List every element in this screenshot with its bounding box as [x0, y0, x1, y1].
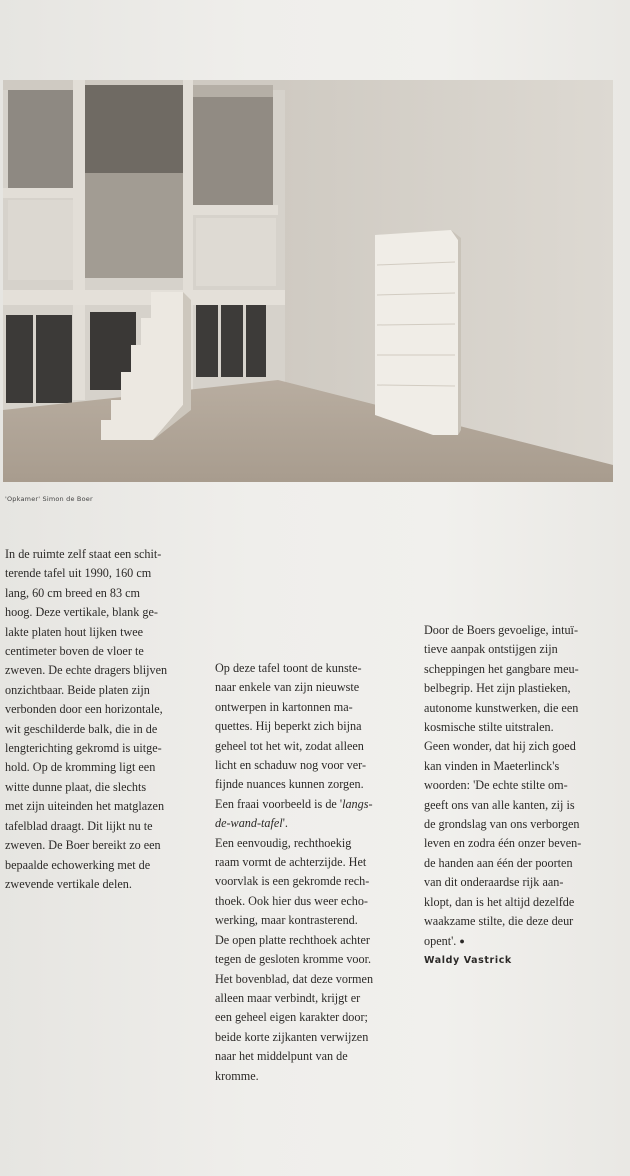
text-line: alleen maar verbindt, krijgt er	[215, 990, 361, 1005]
text-line: klopt, dan is het altijd dezelfde	[424, 894, 575, 909]
text-line	[215, 795, 410, 814]
text-line: scheppingen het gangbare meu-	[424, 661, 579, 676]
text-line: tieve aanpak ontstijgen zijn	[424, 642, 558, 657]
text-line: werking, maar kontrasterend.	[215, 913, 358, 928]
text-line: Door de Boers gevoelige, intuï-	[424, 623, 578, 637]
text-line: thoek. Ook hier dus weer echo-	[215, 893, 368, 908]
text-line: wit geschilderde balk, die in de	[5, 721, 158, 736]
text-line	[215, 814, 410, 833]
text-line: fijnde nuances kunnen zorgen.	[215, 777, 364, 792]
text-line: centimeter boven de vloer te	[5, 644, 144, 659]
text-line: bepaalde echowerking met de	[5, 857, 151, 872]
example-title-part-1: langs-	[342, 796, 373, 811]
article-column-2	[215, 659, 410, 1086]
example-prefix: Een fraai voorbeeld is de '	[215, 796, 343, 811]
text-line: naar het middelpunt van de	[215, 1049, 348, 1064]
text-line: leven en zodra één onzer beven-	[424, 836, 582, 851]
photo-caption: 'Opkamer' Simon de Boer	[5, 495, 93, 503]
text-line: met zijn uiteinden het matglazen	[5, 799, 165, 814]
text-line: licht en schaduw nog voor ver-	[215, 758, 367, 773]
text-line: De open platte rechthoek achter	[215, 932, 370, 947]
text-line: van dit onderaardse rijk aan-	[424, 875, 564, 890]
text-line: kosmische stilte uitstralen.	[424, 720, 554, 735]
text-line: zweven. De echte dragers blijven	[5, 663, 168, 678]
text-line: In de ruimte zelf staat een schit-	[5, 547, 162, 561]
text-line: de grondslag van ons verborgen	[424, 817, 580, 832]
text-line: Een eenvoudig, rechthoekig	[215, 835, 352, 850]
room-with-stairs-image	[3, 80, 613, 482]
text-line: Geen wonder, dat hij zich goed	[424, 739, 576, 754]
text-line: raam vormt de achterzijde. Het	[215, 855, 367, 870]
last-line: opent'.	[424, 933, 457, 948]
example-suffix: '.	[282, 816, 288, 831]
text-line: tegen de gesloten kromme voor.	[215, 952, 372, 967]
text-line: lakte platen hout lijken twee	[5, 624, 144, 639]
text-line: tafelblad draagt. Dit lijkt nu te	[5, 818, 153, 833]
text-line: waakzame stilte, die deze deur	[424, 914, 574, 929]
text-line: beide korte zijkanten verwijzen	[215, 1029, 369, 1044]
text-line: geeft ons van alle kanten, zij is	[424, 797, 575, 812]
article-column-1	[5, 545, 201, 894]
text-line: quettes. Hij beperkt zich bijna	[215, 719, 362, 734]
text-line: onzichtbaar. Beide platen zijn	[5, 682, 150, 697]
text-line: hold. Op de kromming ligt een	[5, 760, 156, 775]
text-line: autonome kunstwerken, die een	[424, 700, 579, 715]
author-name: Waldy Vastrick	[424, 954, 512, 966]
text-line: verbonden door een horizontale,	[5, 702, 163, 717]
text-line: kromme.	[215, 1068, 259, 1083]
text-line: de handen aan één der poorten	[424, 855, 573, 870]
text-line: een geheel eigen karakter door;	[215, 1010, 368, 1025]
text-line: Op deze tafel toont de kunste-	[215, 661, 362, 675]
text-line: kan vinden in Maeterlinck's	[424, 758, 560, 773]
text-line: zwevende vertikale delen.	[5, 876, 132, 891]
text-line: woorden: 'De echte stilte om-	[424, 778, 568, 793]
text-line: geheel tot het wit, zodat alleen	[215, 738, 364, 753]
text-line: lengterichting gekromd is uitge-	[5, 741, 162, 756]
text-line: belbegrip. Het zijn plastieken,	[424, 681, 571, 696]
text-line: Het bovenblad, dat deze vormen	[215, 971, 374, 986]
text-line: naar enkele van zijn nieuwste	[215, 680, 360, 695]
text-line: witte dunne plaat, die slechts	[5, 779, 147, 794]
gallery-photo	[3, 80, 613, 482]
text-line: voorvlak is een gekromde rech-	[215, 874, 370, 889]
text-line: terende tafel uit 1990, 160 cm	[5, 566, 152, 581]
text-line: hoog. Deze vertikale, blank ge-	[5, 605, 158, 620]
text-line: zweven. De Boer bereikt zo een	[5, 838, 161, 853]
end-mark-icon: ●	[459, 935, 465, 946]
text-line: ontwerpen in kartonnen ma-	[215, 699, 353, 714]
example-title-part-2: de-wand-tafel	[215, 816, 283, 831]
text-line	[424, 932, 620, 951]
text-line: lang, 60 cm breed en 83 cm	[5, 585, 141, 600]
article-column-3	[424, 621, 620, 970]
